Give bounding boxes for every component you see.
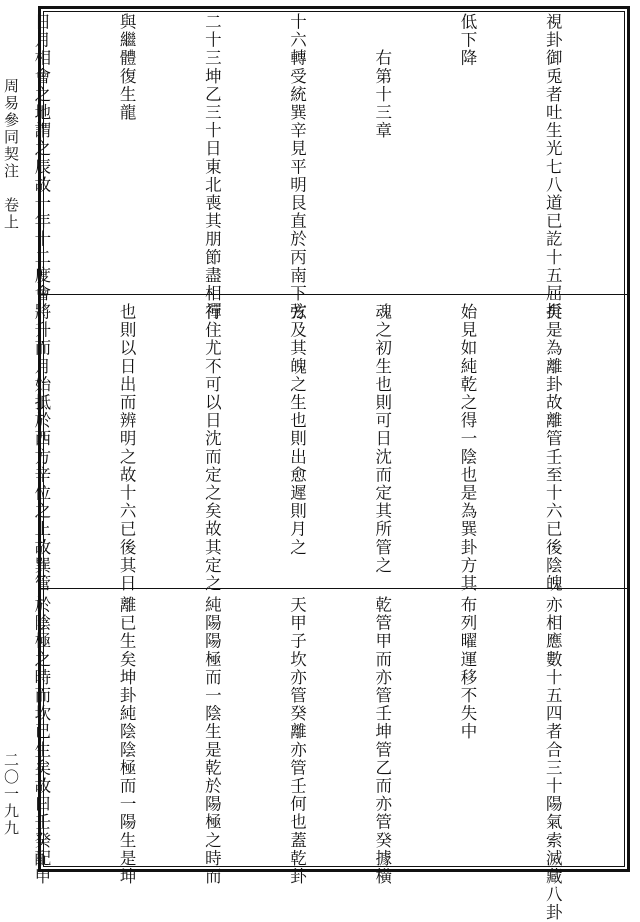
text-panel-top [31, 9, 627, 321]
text-line: 純陽陽極而一陰生是乾於陽極之時而 [202, 596, 222, 886]
text-line: 乾管甲而亦管壬坤管乙而亦管癸據橫 [372, 596, 392, 886]
text-line: 於陰極之時而坎已生矣故曰壬癸配甲 [31, 596, 51, 886]
text-line: 行住尤不可以日沈而定之矣故其定之 [202, 303, 222, 593]
text-line: 離已生矣坤卦純陰陰極而一陽生是坤 [117, 596, 137, 886]
text-block [31, 303, 623, 593]
margin-book-title: 周易參同契注 卷上 [2, 78, 20, 231]
text-line: 右第十三章 [372, 13, 392, 140]
text-line: 天甲子坎亦管癸離亦管壬何也蓋乾卦 [287, 596, 307, 886]
text-line: 與繼體復生龍 [117, 13, 137, 122]
text-line: 日月相會之地謂之辰故一年十二度會 [31, 13, 51, 303]
text-line: 視卦御兎者吐生光七八道已訖十五屈折 [543, 13, 563, 321]
text-block [31, 596, 623, 922]
text-block [31, 13, 623, 321]
panel-divider [41, 588, 627, 589]
text-line: 低下降 [457, 13, 477, 68]
text-line: 矣是為離卦故離管壬至十六已後陰魄 [543, 303, 563, 593]
text-line: 魂之初生也則可日沈而定其所管之 [372, 303, 392, 575]
text-panel-bottom [31, 592, 627, 922]
text-line: 將升而月始抵於西方辛位之上故巽管 [31, 303, 51, 593]
text-line: 十六轉受統巽辛見平明艮直於丙南下弦 [287, 13, 307, 321]
text-line: 方及其魄之生也則出愈遲則月之 [287, 303, 307, 557]
text-line: 布列曜運移不失中 [457, 596, 477, 741]
text-line: 始見如純乾之得一陰也是為巽卦方其 [457, 303, 477, 593]
text-line: 亦相應數十五四者合三十陽氣索滅藏八卦 [543, 596, 563, 922]
text-line: 二十三坤乙三十日東北喪其朋節盡相禪 [202, 13, 222, 321]
margin-page-number: 二〇一九九 [2, 752, 20, 837]
text-line: 也則以日出而辨明之故十六已後其日 [117, 303, 137, 593]
panel-divider [41, 294, 627, 295]
text-panel-middle [31, 299, 627, 593]
